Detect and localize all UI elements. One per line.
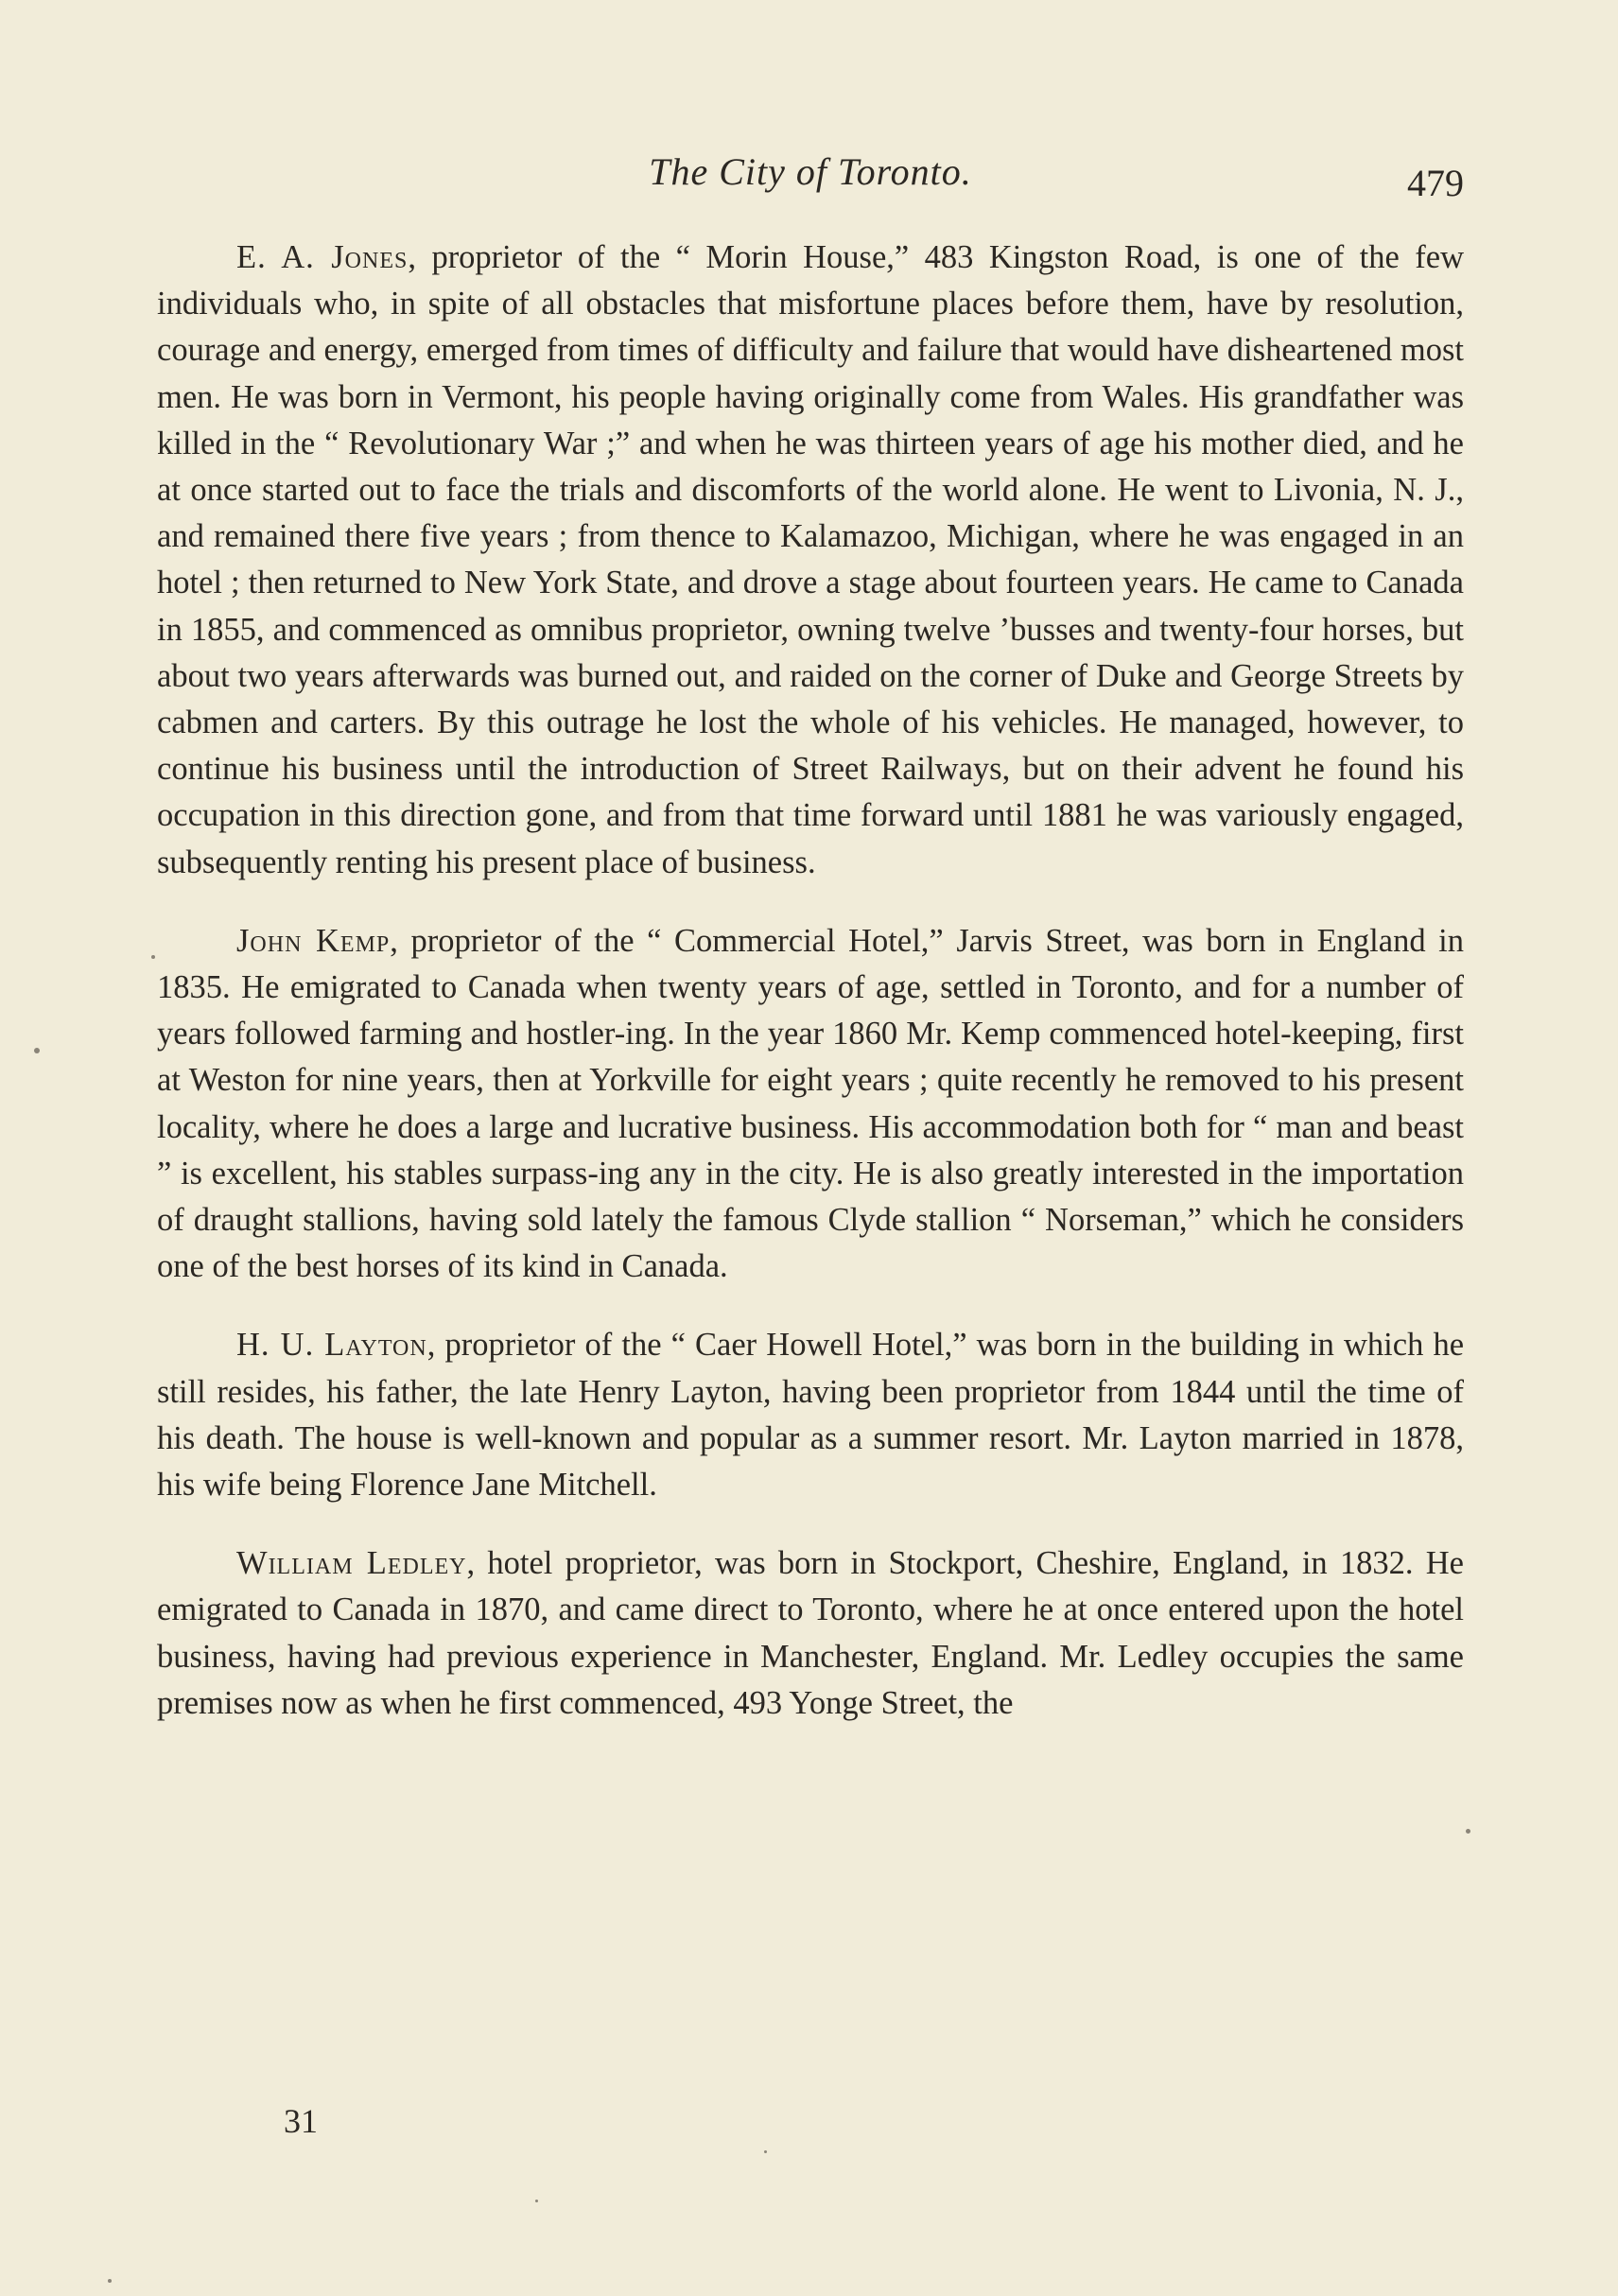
- paragraph-ledley: [157, 1540, 1464, 1727]
- paragraph-layton: [157, 1322, 1464, 1508]
- person-name: H. U. Layton: [236, 1327, 427, 1364]
- paragraph-text: , proprietor of the “ Morin House,” 483 Kingston Road, is one of the few individuals who, in spite of all obstacles that misfortune places before them, have by resolution, courage and energy, emerged from times of difficulty and failure that would have disheartened most men. He was born in Vermont, his people having originally come from Wales. His grandfather was killed in the “ Revolutionary War ;” and when he was thirteen years of age his mother died, and he at once started out to face the trials and discomforts of the world alone. He went to Livonia, N. J., and remained there five years ; from thence to Kalamazoo, Michigan, where he was engaged in an hotel ; then returned to New York State, and drove a stage about fourteen years. He came to Canada in 1855, and commenced as omnibus proprietor, owning twelve ’busses and twenty-four horses, but about two years afterwards was burned out, and raided on the corner of Duke and George Streets by cabmen and carters. By this outrage he lost the whole of his vehicles. He managed, however, to continue his business until the introduction of Street Railways, but on their advent he found his occupation in this direction gone, and from that time forward until 1881 he was variously engaged, subsequently renting his present place of business.: [157, 239, 1464, 880]
- paper-speck: [764, 2150, 767, 2153]
- paper-speck: [535, 2200, 538, 2202]
- paper-speck: [151, 955, 155, 959]
- page-header: [157, 142, 1464, 208]
- body-text: [157, 235, 1464, 1759]
- person-name: John Kemp: [236, 922, 391, 959]
- paper-speck: [108, 2279, 112, 2283]
- paper-speck: [1466, 1829, 1470, 1834]
- paragraph-text: , proprietor of the “ Caer Howell Hotel,” was born in the building in which he still resides, his father, the late Henry Layton, having been proprietor from 1844 until the time of his death. The house is well-known and popular as a summer resort. Mr. Layton married in 1878, his wife being Florence Jane Mitchell.: [157, 1327, 1465, 1504]
- paragraph-jones: [157, 235, 1464, 886]
- person-name: E. A. Jones: [236, 239, 409, 275]
- running-title: The City of Toronto.: [649, 150, 972, 193]
- paper-speck: [34, 1048, 40, 1053]
- person-name: William Ledley: [236, 1545, 467, 1582]
- paragraph-text: , proprietor of the “ Commercial Hotel,” Jarvis Street, was born in England in 1835. He emigrated to Canada when twenty years of age, settled in Toronto, and for a number of years followed farming and hostler-ing. In the year 1860 Mr. Kemp commenced hotel-keeping, first at Weston for nine years, then at Yorkville for eight years ; quite recently he removed to his present locality, where he does a large and lucrative business. His accommodation both for “ man and beast ” is excellent, his stables surpass-ing any in the city. He is also greatly interested in the importation of draught stallions, having sold lately the famous Clyde stallion “ Norseman,” which he considers one of the best horses of its kind in Canada.: [157, 922, 1464, 1285]
- paragraph-text: , hotel proprietor, was born in Stockport, Cheshire, England, in 1832. He emigrated to Canada in 1870, and came direct to Toronto, where he at once entered upon the hotel business, having had previous experience in Manchester, England. Mr. Ledley occupies the same premises now as when he first commenced, 493 Yonge Street, the: [157, 1545, 1464, 1721]
- paragraph-kemp: [157, 918, 1464, 1291]
- signature-mark: 31: [284, 2102, 318, 2140]
- page-number: 479: [1407, 162, 1464, 204]
